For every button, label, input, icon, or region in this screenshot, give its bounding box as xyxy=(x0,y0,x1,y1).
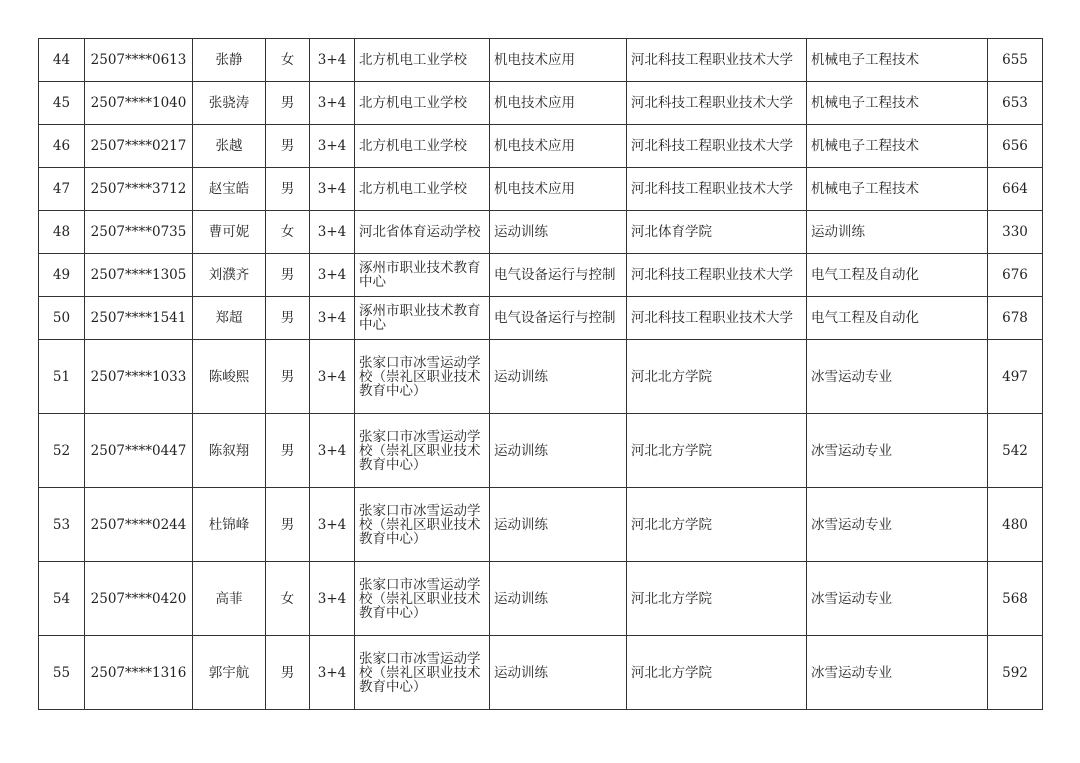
admission-roster-table xyxy=(38,38,1043,710)
university-cell: 河北体育学院 xyxy=(627,211,807,254)
exam-id-cell: 2507****1305 xyxy=(85,254,193,297)
secondary-major-cell: 机电技术应用 xyxy=(490,82,627,125)
program-type-cell: 3+4 xyxy=(310,636,355,710)
program-type-cell: 3+4 xyxy=(310,254,355,297)
university-cell: 河北科技工程职业技术大学 xyxy=(627,39,807,82)
student-name-cell: 张静 xyxy=(193,39,266,82)
program-type-cell: 3+4 xyxy=(310,562,355,636)
table-row xyxy=(39,488,1043,562)
program-type-cell: 3+4 xyxy=(310,39,355,82)
gender-cell: 男 xyxy=(266,636,310,710)
university-cell: 河北科技工程职业技术大学 xyxy=(627,125,807,168)
student-name-cell: 张骁涛 xyxy=(193,82,266,125)
secondary-major-cell: 运动训练 xyxy=(490,340,627,414)
table-row xyxy=(39,39,1043,82)
university-cell: 河北北方学院 xyxy=(627,636,807,710)
student-name-cell: 陈峻熙 xyxy=(193,340,266,414)
student-name-cell: 张越 xyxy=(193,125,266,168)
secondary-major-cell: 电气设备运行与控制 xyxy=(490,254,627,297)
secondary-school-cell: 张家口市冰雪运动学校（崇礼区职业技术教育中心） xyxy=(355,562,490,636)
table-row xyxy=(39,340,1043,414)
row-number-cell: 46 xyxy=(39,125,85,168)
exam-id-cell: 2507****0613 xyxy=(85,39,193,82)
university-major-cell: 冰雪运动专业 xyxy=(807,562,988,636)
student-name-cell: 杜锦峰 xyxy=(193,488,266,562)
secondary-major-cell: 电气设备运行与控制 xyxy=(490,297,627,340)
secondary-major-cell: 运动训练 xyxy=(490,488,627,562)
row-number-cell: 48 xyxy=(39,211,85,254)
secondary-school-cell: 张家口市冰雪运动学校（崇礼区职业技术教育中心） xyxy=(355,636,490,710)
program-type-cell: 3+4 xyxy=(310,125,355,168)
score-cell: 480 xyxy=(988,488,1043,562)
score-cell: 497 xyxy=(988,340,1043,414)
exam-id-cell: 2507****0244 xyxy=(85,488,193,562)
gender-cell: 男 xyxy=(266,488,310,562)
gender-cell: 女 xyxy=(266,211,310,254)
row-number-cell: 49 xyxy=(39,254,85,297)
score-cell: 656 xyxy=(988,125,1043,168)
score-cell: 655 xyxy=(988,39,1043,82)
secondary-school-cell: 北方机电工业学校 xyxy=(355,125,490,168)
student-name-cell: 郑超 xyxy=(193,297,266,340)
student-name-cell: 赵宝皓 xyxy=(193,168,266,211)
table-row xyxy=(39,254,1043,297)
exam-id-cell: 2507****1541 xyxy=(85,297,193,340)
table-row xyxy=(39,562,1043,636)
university-cell: 河北北方学院 xyxy=(627,340,807,414)
score-cell: 592 xyxy=(988,636,1043,710)
student-name-cell: 刘濮齐 xyxy=(193,254,266,297)
gender-cell: 男 xyxy=(266,125,310,168)
exam-id-cell: 2507****0217 xyxy=(85,125,193,168)
university-cell: 河北北方学院 xyxy=(627,414,807,488)
row-number-cell: 47 xyxy=(39,168,85,211)
secondary-major-cell: 运动训练 xyxy=(490,636,627,710)
row-number-cell: 50 xyxy=(39,297,85,340)
university-major-cell: 冰雪运动专业 xyxy=(807,488,988,562)
row-number-cell: 55 xyxy=(39,636,85,710)
university-major-cell: 机械电子工程技术 xyxy=(807,168,988,211)
score-cell: 676 xyxy=(988,254,1043,297)
table-row xyxy=(39,211,1043,254)
secondary-school-cell: 北方机电工业学校 xyxy=(355,168,490,211)
university-major-cell: 电气工程及自动化 xyxy=(807,297,988,340)
row-number-cell: 52 xyxy=(39,414,85,488)
score-cell: 542 xyxy=(988,414,1043,488)
gender-cell: 男 xyxy=(266,254,310,297)
student-name-cell: 曹可妮 xyxy=(193,211,266,254)
score-cell: 330 xyxy=(988,211,1043,254)
secondary-school-cell: 张家口市冰雪运动学校（崇礼区职业技术教育中心） xyxy=(355,488,490,562)
gender-cell: 女 xyxy=(266,562,310,636)
secondary-major-cell: 运动训练 xyxy=(490,211,627,254)
university-cell: 河北科技工程职业技术大学 xyxy=(627,168,807,211)
exam-id-cell: 2507****0735 xyxy=(85,211,193,254)
program-type-cell: 3+4 xyxy=(310,414,355,488)
exam-id-cell: 2507****1040 xyxy=(85,82,193,125)
university-cell: 河北北方学院 xyxy=(627,562,807,636)
row-number-cell: 53 xyxy=(39,488,85,562)
table-row xyxy=(39,414,1043,488)
table-row xyxy=(39,297,1043,340)
score-cell: 678 xyxy=(988,297,1043,340)
exam-id-cell: 2507****1033 xyxy=(85,340,193,414)
row-number-cell: 51 xyxy=(39,340,85,414)
university-major-cell: 机械电子工程技术 xyxy=(807,39,988,82)
university-cell: 河北科技工程职业技术大学 xyxy=(627,82,807,125)
university-major-cell: 运动训练 xyxy=(807,211,988,254)
program-type-cell: 3+4 xyxy=(310,340,355,414)
gender-cell: 男 xyxy=(266,297,310,340)
gender-cell: 男 xyxy=(266,82,310,125)
score-cell: 568 xyxy=(988,562,1043,636)
university-cell: 河北科技工程职业技术大学 xyxy=(627,254,807,297)
secondary-major-cell: 运动训练 xyxy=(490,414,627,488)
row-number-cell: 44 xyxy=(39,39,85,82)
gender-cell: 女 xyxy=(266,39,310,82)
secondary-school-cell: 北方机电工业学校 xyxy=(355,82,490,125)
exam-id-cell: 2507****3712 xyxy=(85,168,193,211)
table-row xyxy=(39,636,1043,710)
table-body xyxy=(39,39,1043,710)
secondary-school-cell: 张家口市冰雪运动学校（崇礼区职业技术教育中心） xyxy=(355,340,490,414)
university-major-cell: 机械电子工程技术 xyxy=(807,82,988,125)
secondary-major-cell: 机电技术应用 xyxy=(490,168,627,211)
secondary-school-cell: 张家口市冰雪运动学校（崇礼区职业技术教育中心） xyxy=(355,414,490,488)
table-row xyxy=(39,168,1043,211)
gender-cell: 男 xyxy=(266,340,310,414)
exam-id-cell: 2507****0420 xyxy=(85,562,193,636)
university-major-cell: 冰雪运动专业 xyxy=(807,636,988,710)
row-number-cell: 54 xyxy=(39,562,85,636)
row-number-cell: 45 xyxy=(39,82,85,125)
secondary-major-cell: 运动训练 xyxy=(490,562,627,636)
table-row xyxy=(39,82,1043,125)
student-name-cell: 陈叙翔 xyxy=(193,414,266,488)
gender-cell: 男 xyxy=(266,168,310,211)
student-name-cell: 郭宇航 xyxy=(193,636,266,710)
secondary-school-cell: 涿州市职业技术教育中心 xyxy=(355,254,490,297)
university-major-cell: 冰雪运动专业 xyxy=(807,340,988,414)
student-name-cell: 高菲 xyxy=(193,562,266,636)
university-cell: 河北北方学院 xyxy=(627,488,807,562)
score-cell: 653 xyxy=(988,82,1043,125)
secondary-school-cell: 涿州市职业技术教育中心 xyxy=(355,297,490,340)
university-major-cell: 机械电子工程技术 xyxy=(807,125,988,168)
program-type-cell: 3+4 xyxy=(310,297,355,340)
university-major-cell: 电气工程及自动化 xyxy=(807,254,988,297)
program-type-cell: 3+4 xyxy=(310,82,355,125)
program-type-cell: 3+4 xyxy=(310,488,355,562)
secondary-major-cell: 机电技术应用 xyxy=(490,125,627,168)
exam-id-cell: 2507****1316 xyxy=(85,636,193,710)
secondary-major-cell: 机电技术应用 xyxy=(490,39,627,82)
university-major-cell: 冰雪运动专业 xyxy=(807,414,988,488)
gender-cell: 男 xyxy=(266,414,310,488)
secondary-school-cell: 北方机电工业学校 xyxy=(355,39,490,82)
program-type-cell: 3+4 xyxy=(310,168,355,211)
score-cell: 664 xyxy=(988,168,1043,211)
university-cell: 河北科技工程职业技术大学 xyxy=(627,297,807,340)
table-row xyxy=(39,125,1043,168)
exam-id-cell: 2507****0447 xyxy=(85,414,193,488)
secondary-school-cell: 河北省体育运动学校 xyxy=(355,211,490,254)
program-type-cell: 3+4 xyxy=(310,211,355,254)
